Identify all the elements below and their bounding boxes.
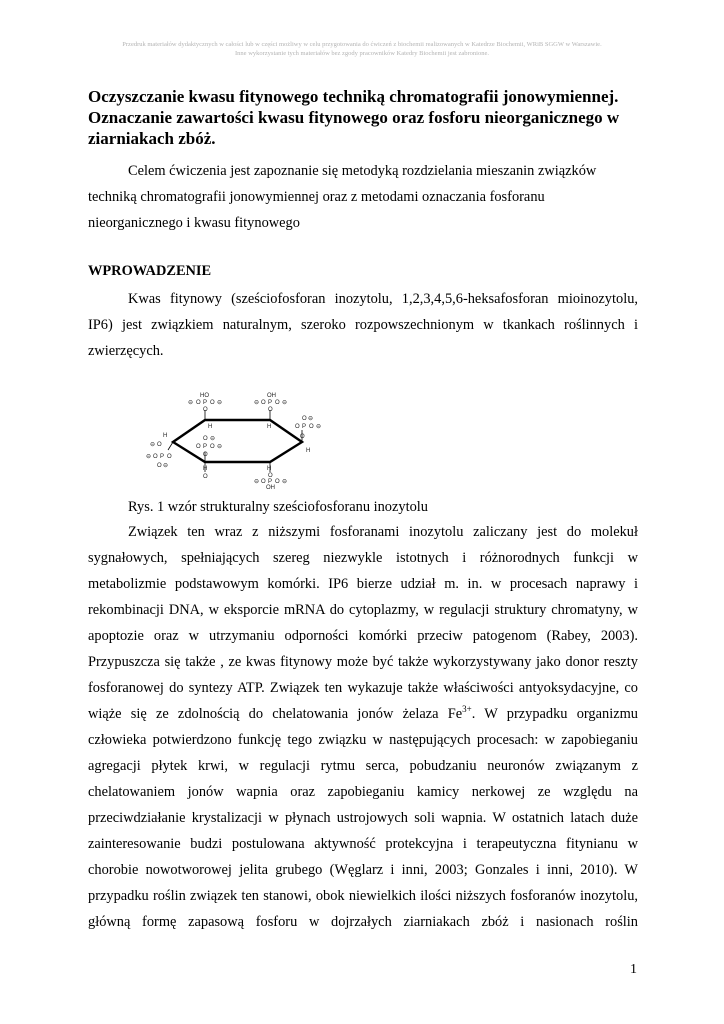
svg-text:O: O [203,452,208,458]
svg-text:P: P [160,454,165,460]
svg-text:⊖: ⊖ [308,416,314,422]
svg-text:H: H [208,424,213,430]
svg-text:H: H [267,424,272,430]
iron-charge-superscript: 3+ [462,704,472,714]
phytic-acid-structure-figure [130,390,350,490]
section-heading: WPROWADZENIE [88,263,212,279]
svg-text:O: O [167,454,172,460]
phosphate-group-top-left [188,393,222,430]
p2-line: główną formę zapasową fosforu w dojrzałych ziarniakach zbóż i nasionach roślin [88,914,638,930]
p2-line: człowieka potwierdzono funkcję tego związku w następujących procesach: w zapobieganiu [88,732,638,748]
svg-text:⊖: ⊖ [282,479,288,485]
svg-text:⊖: ⊖ [217,444,223,450]
svg-text:O: O [210,444,215,450]
p1-line-1: Kwas fitynowy (sześciofosforan inozytolu, 1,2,3,4,5,6-heksafosforan mioinozytolu, [128,291,638,307]
svg-text:P: P [268,400,273,406]
intro-line-2: techniką chromatografii jonowymiennej oraz z metodami oznaczania fosforanu [88,189,545,205]
svg-text:O: O [261,479,266,485]
svg-text:O: O [295,424,300,430]
phytic-acid-structure-diagram [130,390,350,490]
p2-line: apoptozie oraz w utrzymaniu odporności komórki przeciw patogenom (Rabey, 2003). [88,628,638,644]
p2-line: metabolizmie podstawowym komórki. IP6 bierze udział m. in. w procesach naprawy i [88,576,638,592]
svg-text:O: O [203,474,208,480]
p2-line: przypadku roślin związek ten stanowi, obok niewielkich ilości niższych fosforanów inozytolu, [88,888,638,904]
phosphate-group-bottom-left [203,462,208,480]
svg-text:⊖: ⊖ [282,400,288,406]
svg-text:HO: HO [200,393,209,399]
svg-text:O: O [157,463,162,469]
p2-line: przeciwdziałanie krystalizacji w płynach ustrojowych soli wapnia. W ostatnich latach duże [88,810,638,826]
document-title [88,86,648,149]
svg-text:O: O [309,424,314,430]
svg-text:⊖: ⊖ [210,436,216,442]
svg-text:OH: OH [266,485,275,490]
svg-text:P: P [203,400,208,406]
title-line-1: Oczyszczanie kwasu fitynowego techniką chromatografii jonowymiennej. [88,87,619,106]
svg-text:⊖: ⊖ [316,424,322,430]
phosphate-group-bottom-right [254,462,287,490]
notice-line-2: Inne wykorzystanie tych materiałów bez zgody pracowników Katedry Biochemii jest zabronione. [235,50,489,57]
svg-text:P: P [203,444,208,450]
svg-text:O: O [300,434,305,440]
notice-line-1: Przedruk materiałów dydaktycznych w całości lub w części możliwy w celu przygotowania do ćwiczeń z biochemii realizowanych w Katedrze Biochemii, WRiB SGGW w Warszawie. [122,41,602,48]
svg-text:H: H [163,433,168,439]
p2-line: agregacji płytek krwi, w regulacji rytmu serca, pobudzaniu neuronów związanym z [88,758,638,774]
paragraph-1 [88,286,638,364]
svg-text:O: O [210,400,215,406]
p2-line-fe-text: wiąże się ze zdolnością do chelatowania jonów żelaza Fe [88,706,463,722]
svg-text:O: O [196,444,201,450]
svg-text:⊖: ⊖ [254,479,260,485]
page-number: 1 [630,962,637,977]
p1-line-3: zwierzęcych. [88,343,164,359]
copyright-notice [90,40,634,58]
svg-text:O: O [261,400,266,406]
svg-text:O: O [302,416,307,422]
phosphate-group-right [295,416,321,454]
inositol-ring [173,420,302,462]
svg-text:O: O [275,400,280,406]
title-line-2: Oznaczanie zawartości kwasu fitynowego oraz fosforu nieorganicznego w [88,108,620,127]
intro-paragraph [88,158,638,236]
phosphate-group-left [146,433,173,469]
p2-line: sygnałowych, spełniających szereg niezwykle istotnych i różnorodnych funkcji w [88,550,638,566]
svg-text:O: O [275,479,280,485]
p2-line: Związek ten wraz z niższymi fosforanami inozytolu zaliczany jest do molekuł [128,524,638,540]
svg-text:O: O [153,454,158,460]
p2-line: chorobie nowotworowej jelita grubego (Węglarz i inni, 2003; Gonzales i inni, 2010). W [88,862,638,878]
p2-line-fe [88,701,638,727]
intro-line-1: Celem ćwiczenia jest zapoznanie się metodyką rozdzielania mieszanin związków [128,163,597,179]
svg-text:⊖: ⊖ [188,400,194,406]
svg-text:O: O [268,473,273,479]
svg-text:⊖: ⊖ [254,400,260,406]
p2-line: zainteresowanie budzi postulowana aktywność protekcyjna i terapeutyczna fitynianu w [88,836,638,852]
figure-caption: Rys. 1 wzór strukturalny sześciofosforanu inozytolu [128,499,428,515]
svg-text:H: H [267,466,272,472]
svg-text:⊖: ⊖ [217,400,223,406]
svg-text:P: P [302,424,307,430]
p2-line: fosforanowej do syntezy ATP. Związek ten wykazuje także właściwości antyoksydacyjne, co [88,680,638,696]
phosphate-group-top-right [254,393,287,430]
p2-line: Przypuszcza się także , ze kwas fitynowy może być także wykorzystywany jako donor reszty [88,654,638,670]
svg-text:O: O [203,436,208,442]
p1-line-2: IP6) jest związkiem naturalnym, szeroko rozpowszechnionym w tkankach roślinnych i [88,317,638,333]
svg-text:P: P [268,479,273,485]
p2-line-fe-tail: . W przypadku organizmu [471,706,638,722]
title-line-3: ziarniakach zbóż. [88,129,216,148]
svg-text:⊖: ⊖ [146,454,152,460]
svg-text:⊖: ⊖ [150,442,156,448]
svg-text:H: H [306,448,311,454]
paragraph-2 [88,519,638,935]
svg-text:O: O [203,407,208,413]
svg-text:O: O [157,442,162,448]
svg-text:⊖: ⊖ [163,463,169,469]
p2-line: rekombinacji DNA, w eksporcie mRNA do cytoplazmy, w regulacji struktury chromatyny, w [88,602,638,618]
intro-line-3: nieorganicznego i kwasu fitynowego [88,215,300,231]
svg-text:H: H [203,466,208,472]
svg-text:OH: OH [267,393,276,399]
p2-line: chelatowaniem jonów wapnia oraz zapobieganiu kamicy nerkowej ze względu na [88,784,638,800]
svg-text:O: O [268,407,273,413]
svg-text:O: O [196,400,201,406]
